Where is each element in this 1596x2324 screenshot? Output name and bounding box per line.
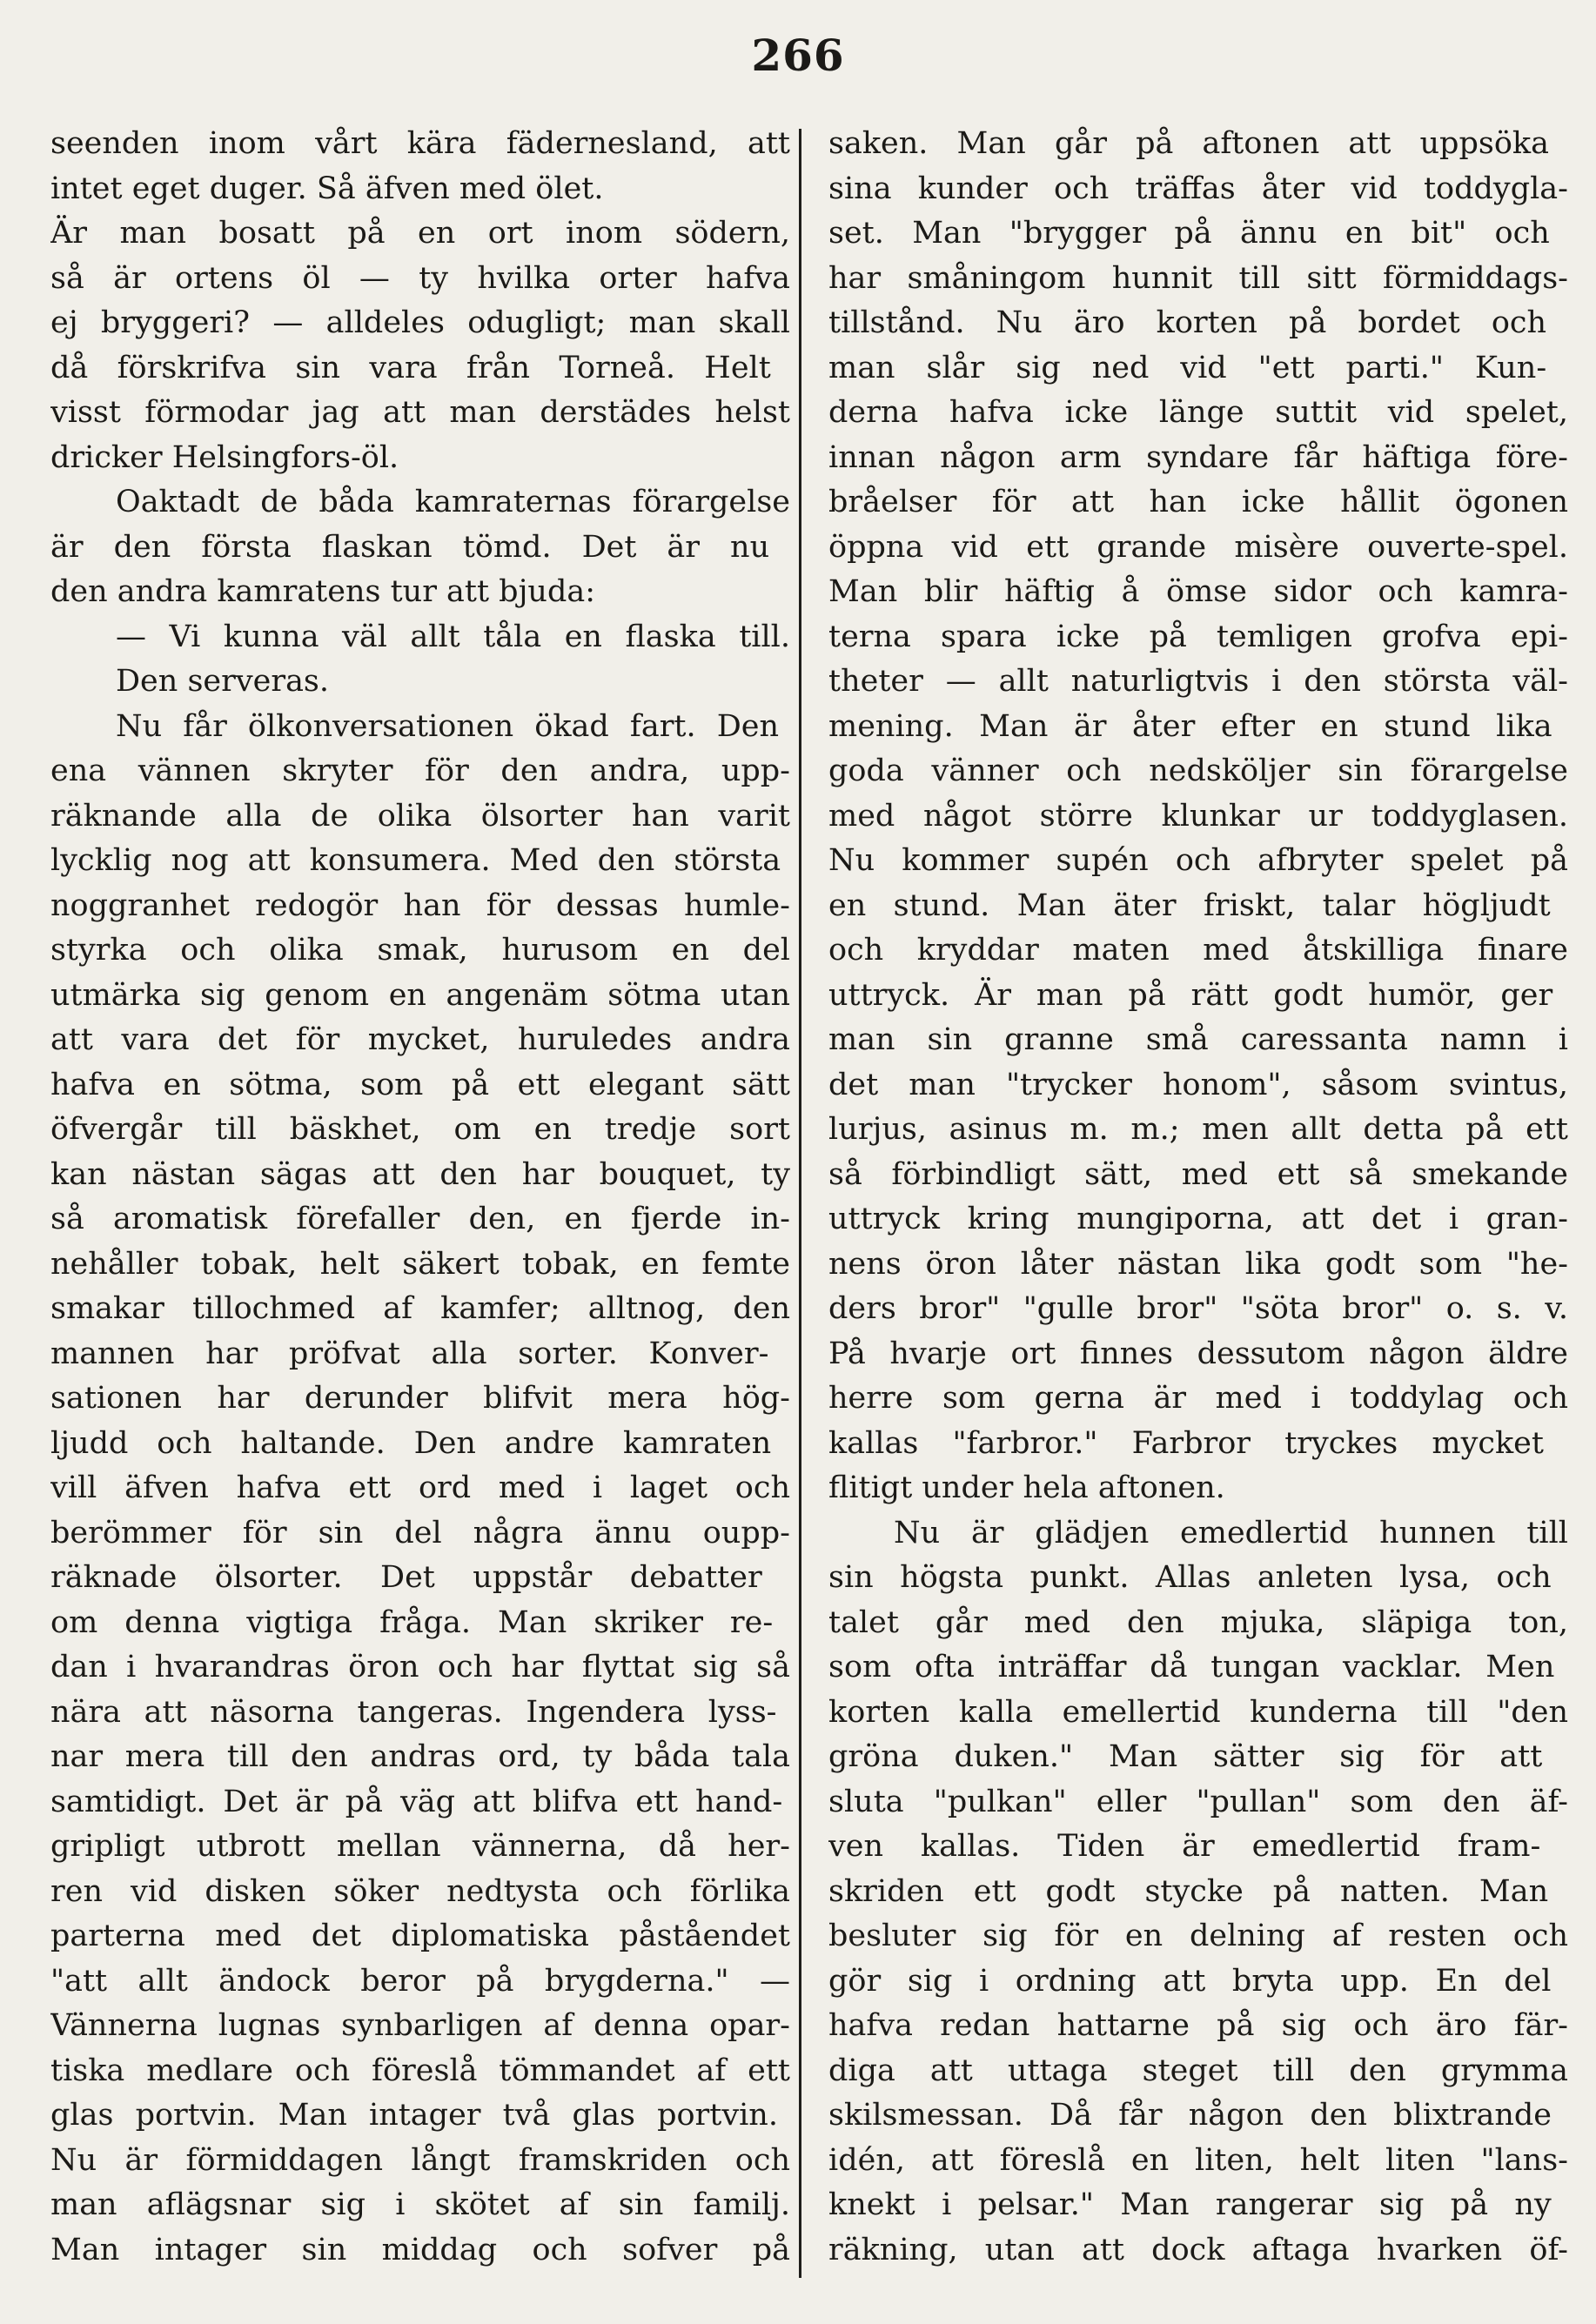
text-line: Man blir häftig å ömse sidor och kamra-: [828, 574, 1568, 609]
text-line: räknade ölsorter. Det uppstår debatter: [50, 1560, 762, 1595]
text-line: så är ortens öl — ty hvilka orter hafva: [50, 260, 790, 296]
text-line: den andra kamratens tur att bjuda:: [50, 574, 596, 609]
text-line: bråelser för att han icke hållit ögonen: [828, 485, 1568, 519]
text-line: tiska medlare och föreslå tömmandet af ett: [50, 2053, 790, 2088]
text-line: vill äfven hafva ett ord med i laget och: [50, 1470, 790, 1505]
page-number: 266: [751, 30, 845, 81]
text-line: räknande alla de olika ölsorter han varit: [50, 798, 790, 834]
text-line: man aflägsnar sig i skötet af sin familj.: [50, 2187, 790, 2222]
text-line: skriden ett godt stycke på natten. Man: [828, 1873, 1549, 1909]
text-line: har småningom hunnit till sitt förmiddags-: [828, 260, 1568, 296]
text-line: man slår sig ned vid "ett parti." Kun-: [828, 350, 1547, 385]
text-line: att vara det för mycket, huruledes andra: [50, 1022, 790, 1057]
text-line: Den serveras.: [116, 664, 330, 699]
text-line: öfvergår till bäskhet, om en tredje sort: [50, 1112, 790, 1147]
text-line: Man intager sin middag och sofver på: [50, 2232, 790, 2267]
text-line: räkning, utan att dock aftaga hvarken öf-: [828, 2232, 1568, 2267]
text-line: Nu är förmiddagen långt framskriden och: [50, 2142, 790, 2178]
text-line: ej bryggeri? — alldeles odugligt; man skall: [50, 305, 790, 340]
text-line: besluter sig för en delning af resten och: [828, 1919, 1568, 1953]
text-line: talet går med den mjuka, släpiga ton,: [828, 1604, 1568, 1640]
text-line: lycklig nog att konsumera. Med den största: [50, 843, 781, 878]
text-line: Nu kommer supén och afbryter spelet på: [828, 843, 1568, 878]
text-line: sina kunder och träffas åter vid toddygla-: [828, 171, 1568, 206]
text-line: uttryck. Är man på rätt godt humör, ger: [828, 977, 1553, 1013]
text-line: ven kallas. Tiden är emedlertid fram-: [828, 1829, 1541, 1864]
text-line: nära att näsorna tangeras. Ingendera lyss-: [50, 1694, 777, 1730]
text-line: Nu får ölkonversationen ökad fart. Den: [116, 708, 780, 744]
text-line: dan i hvarandras öron och har flyttat sig så: [50, 1650, 790, 1684]
text-line: det man "trycker honom", såsom svintus,: [828, 1067, 1568, 1102]
text-line: nens öron låter nästan lika godt som "he-: [828, 1246, 1568, 1282]
text-line: intet eget duger. Så äfven med ölet.: [50, 171, 604, 206]
text-line: uttryck kring mungiporna, att det i gran-: [828, 1202, 1568, 1236]
text-line: dricker Helsingfors-öl.: [50, 439, 399, 475]
text-line: diga att uttaga steget till den grymma: [828, 2053, 1568, 2088]
left-text-column: [50, 122, 790, 2273]
text-line: kan nästan sägas att den har bouquet, ty: [50, 1156, 790, 1192]
text-line: sluta "pulkan" eller "pullan" som den äf-: [828, 1784, 1568, 1819]
text-line: samtidigt. Det är på väg att blifva ett hand-: [50, 1784, 783, 1819]
text-line: utmärka sig genom en angenäm sötma utan: [50, 977, 790, 1013]
text-line: Oaktadt de båda kamraternas förargelse: [116, 485, 790, 519]
text-line: "att allt ändock beror på brygderna." —: [50, 1963, 790, 1999]
text-line: mening. Man är åter efter en stund lika: [828, 708, 1552, 744]
text-line: saken. Man går på aftonen att uppsöka: [828, 126, 1549, 161]
text-line: gröna duken." Man sätter sig för att: [828, 1739, 1543, 1774]
text-line: ren vid disken söker nedtysta och förlika: [50, 1873, 790, 1909]
text-line: skilsmessan. Då får någon den blixtrande: [828, 2098, 1552, 2133]
text-line: nar mera till den andras ord, ty båda tala: [50, 1739, 790, 1774]
text-line: hafva en sötma, som på ett elegant sätt: [50, 1067, 790, 1102]
text-line: — Vi kunna väl allt tåla en flaska till.: [116, 619, 790, 654]
text-line: man sin granne små caressanta namn i: [828, 1022, 1568, 1057]
text-line: goda vänner och nedsköljer sin förargelse: [828, 753, 1568, 788]
text-line: om denna vigtiga fråga. Man skriker re-: [50, 1604, 774, 1640]
text-line: Är man bosatt på en ort inom södern,: [50, 216, 790, 251]
text-line: sationen har derunder blifvit mera hög-: [50, 1381, 790, 1416]
text-line: ders bror" "gulle bror" "söta bror" o. s. v.: [828, 1291, 1568, 1326]
text-line: nehåller tobak, helt säkert tobak, en femte: [50, 1246, 790, 1282]
text-line: Vännerna lugnas synbarligen af denna opar-: [50, 2008, 790, 2043]
text-line: knekt i pelsar." Man rangerar sig på ny: [828, 2187, 1552, 2222]
text-line: idén, att föreslå en liten, helt liten "lans-: [828, 2142, 1568, 2178]
column-divider: [799, 129, 801, 2278]
text-line: herre som gerna är med i toddylag och: [828, 1381, 1568, 1416]
text-line: theter — allt naturligtvis i den största väl-: [828, 664, 1568, 699]
text-line: visst förmodar jag att man derstädes helst: [50, 395, 790, 430]
text-line: innan någon arm syndare får häftiga före-: [828, 439, 1568, 475]
text-line: noggranhet redogör han för dessas humle-: [50, 887, 790, 923]
right-text-column: [828, 122, 1568, 2273]
text-line: så aromatisk förefaller den, en fjerde in-: [50, 1202, 790, 1236]
text-line: ena vännen skryter för den andra, upp-: [50, 753, 790, 788]
text-line: och kryddar maten med åtskilliga finare: [828, 933, 1568, 968]
text-line: Nu är glädjen emedlertid hunnen till: [894, 1515, 1568, 1550]
text-line: berömmer för sin del några ännu oupp-: [50, 1515, 790, 1550]
text-line: På hvarje ort finnes dessutom någon äldre: [828, 1336, 1568, 1371]
text-line: mannen har pröfvat alla sorter. Konver-: [50, 1336, 769, 1371]
text-line: tillstånd. Nu äro korten på bordet och: [828, 305, 1547, 340]
text-line: gripligt utbrott mellan vännerna, då her-: [50, 1829, 790, 1864]
text-line: parterna med det diplomatiska påståendet: [50, 1919, 790, 1953]
text-line: som ofta inträffar då tungan vacklar. Men: [828, 1650, 1555, 1684]
text-line: glas portvin. Man intager två glas portvin.: [50, 2098, 778, 2133]
text-line: öppna vid ett grande misère ouverte-spel.: [828, 529, 1568, 565]
text-line: då förskrifva sin vara från Torneå. Helt: [50, 350, 771, 385]
text-line: är den första flaskan tömd. Det är nu: [50, 529, 770, 565]
text-line: ljudd och haltande. Den andre kamraten: [50, 1425, 772, 1461]
text-line: set. Man "brygger på ännu en bit" och: [828, 216, 1550, 251]
text-line: en stund. Man äter friskt, talar högljudt: [828, 887, 1551, 923]
text-line: gör sig i ordning att bryta upp. En del: [828, 1963, 1552, 1999]
text-line: derna hafva icke länge suttit vid spelet,: [828, 395, 1568, 430]
text-line: korten kalla emellertid kunderna till "den: [828, 1694, 1568, 1730]
text-line: terna spara icke på temligen grofva epi-: [828, 619, 1568, 654]
text-line: hafva redan hattarne på sig och äro fär-: [828, 2008, 1568, 2043]
text-line: lurjus, asinus m. m.; men allt detta på ett: [828, 1112, 1568, 1147]
text-line: seenden inom vårt kära fädernesland, att: [50, 126, 790, 161]
text-line: med något större klunkar ur toddyglasen.: [828, 798, 1568, 834]
text-line: smakar tillochmed af kamfer; alltnog, den: [50, 1291, 790, 1326]
text-line: kallas "farbror." Farbror tryckes mycket: [828, 1425, 1544, 1461]
text-line: så förbindligt sätt, med ett så smekande: [828, 1156, 1568, 1192]
text-line: sin högsta punkt. Allas anleten lysa, och: [828, 1560, 1552, 1595]
text-line: flitigt under hela aftonen.: [828, 1470, 1225, 1505]
text-line: styrka och olika smak, hurusom en del: [50, 933, 790, 968]
